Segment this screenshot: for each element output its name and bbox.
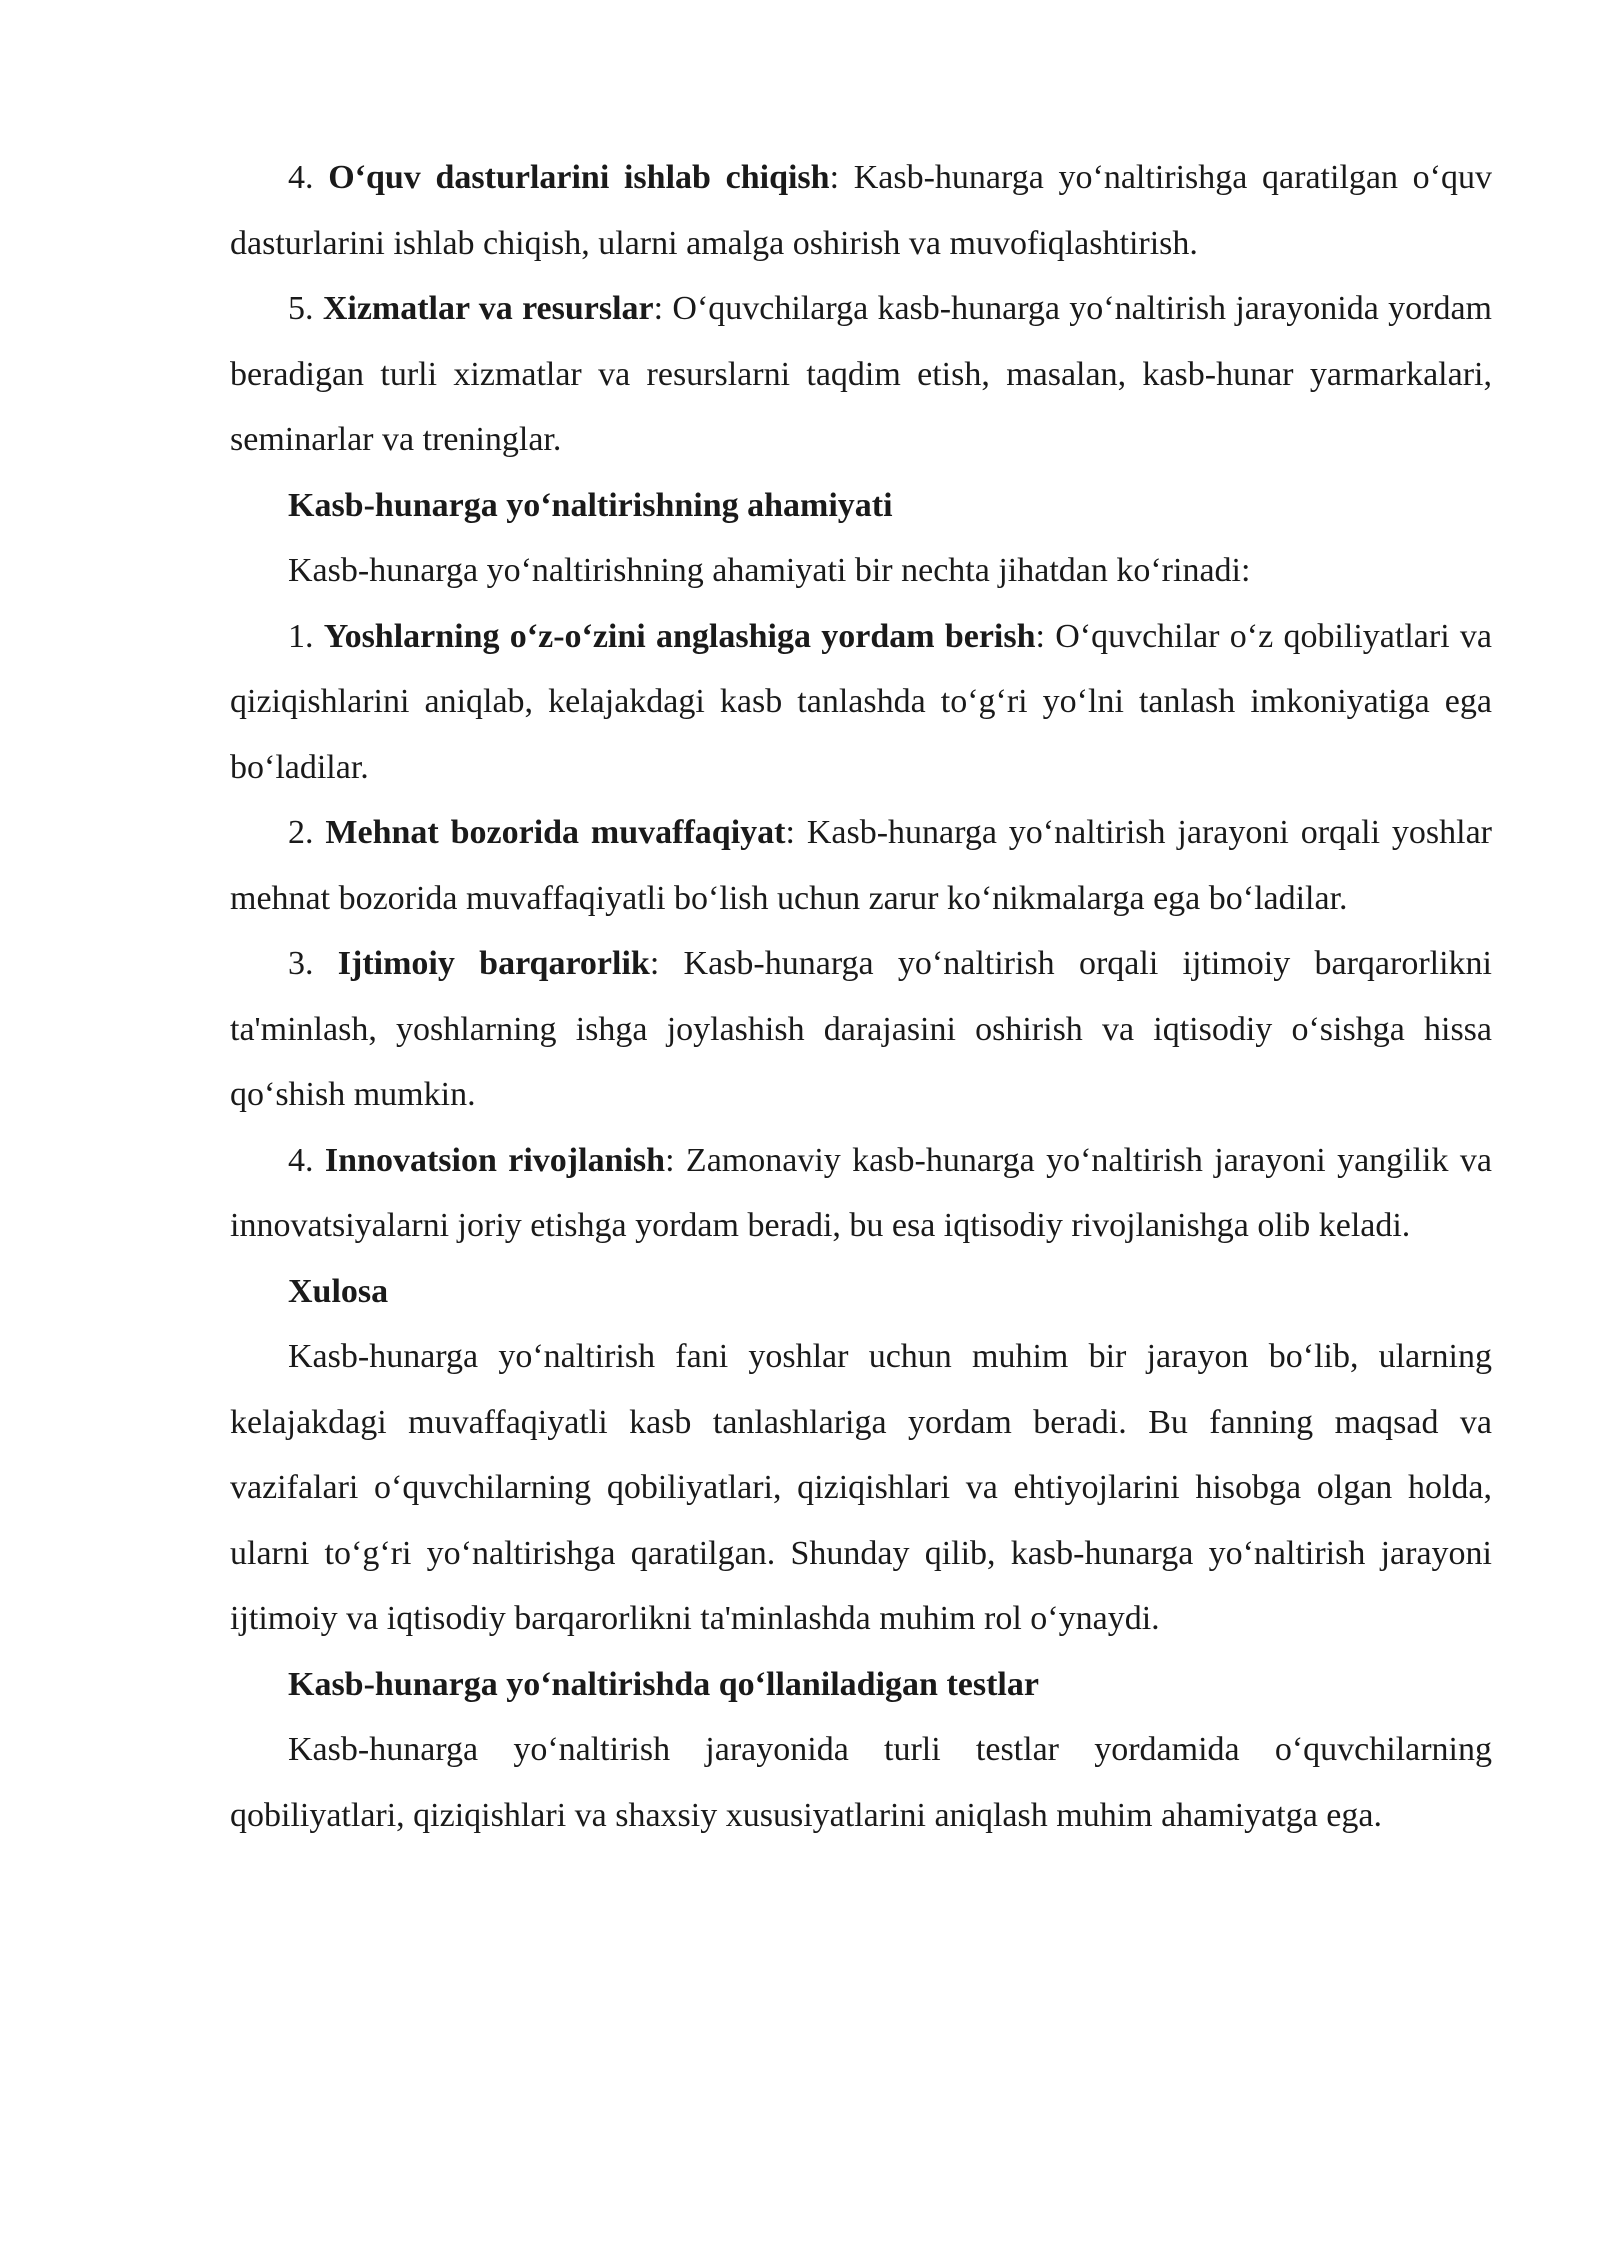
item-term: Mehnat bozorida muvaffaqiyat (325, 814, 786, 851)
item-term: Ijtimoiy barqarorlik (337, 945, 650, 982)
section-heading: Kasb-hunarga yo‘naltirishda qo‘llaniladigan testlar (288, 1665, 1039, 1703)
item-term: O‘quv dasturlarini ishlab chiqish (328, 159, 830, 196)
paragraph: Kasb-hunarga yo‘naltirish fani yoshlar uchun muhim bir jarayon bo‘lib, ularning kelajakdagi muvaffaqiyatli kasb tanlashlariga yordam beradi. Bu fanning maqsad va vazifalari o‘quvchilarning qobiliyatlari, qiziqishlari va ehtiyojlarini hisobga olgan holda, ularni to‘g‘ri yo‘naltirishga qaratilgan. Shunday qilib, kasb-hunarga yo‘naltirish jarayoni ijtimoiy va iqtisodiy barqarorlikni ta'minlashda muhim rol o‘ynaydi. (230, 1338, 1492, 1637)
list-item (230, 145, 1492, 276)
section-heading: Kasb-hunarga yo‘naltirishning ahamiyati (288, 486, 893, 524)
list-item (230, 931, 1492, 1128)
item-text: : Zamonaviy kasb-hunarga yo‘naltirish jarayoni yangilik va innovatsiyalarni joriy etishga yordam beradi, bu esa iqtisodiy rivojlanishga olib keladi. (230, 1141, 1492, 1244)
list-item (230, 604, 1492, 801)
item-number: 3. (288, 945, 314, 982)
item-term: Xizmatlar va resurslar (322, 290, 654, 327)
item-text: : Kasb-hunarga yo‘naltirish jarayoni orqali yoshlar mehnat bozorida muvaffaqiyatli bo‘lish uchun zarur ko‘nikmalarga ega bo‘ladilar. (230, 814, 1492, 917)
list-item (230, 1128, 1492, 1259)
item-term: Yoshlarning o‘z-o‘zini anglashiga yordam berish (323, 617, 1036, 655)
item-number: 4. (288, 1141, 314, 1179)
paragraph: Kasb-hunarga yo‘naltirish jarayonida turli testlar yordamida o‘quvchilarning qobiliyatlari, qiziqishlari va shaxsiy xususiyatlarini aniqlash muhim ahamiyatga ega. (230, 1731, 1492, 1834)
document-page (230, 145, 1492, 1848)
item-text: : Kasb-hunarga yo‘naltirish orqali ijtimoiy barqarorlikni ta'minlash, yoshlarning ishga joylashish darajasini oshirish va iqtisodiy o‘sishga hissa qo‘shish mumkin. (230, 945, 1492, 1113)
list-item (230, 276, 1492, 473)
list-item (230, 800, 1492, 931)
item-number: 4. (288, 159, 314, 196)
item-term: Innovatsion rivojlanish (324, 1141, 666, 1179)
item-number: 5. (288, 290, 314, 327)
item-number: 2. (288, 814, 314, 851)
item-number: 1. (288, 617, 314, 655)
paragraph: Kasb-hunarga yo‘naltirishning ahamiyati bir nechta jihatdan ko‘rinadi: (288, 552, 1251, 589)
item-text: : O‘quvchilarga kasb-hunarga yo‘naltirish jarayonida yordam beradigan turli xizmatlar va resurslarni taqdim etish, masalan, kasb-hunar yarmarkalari, seminarlar va treninglar. (230, 290, 1493, 458)
section-heading: Xulosa (288, 1272, 389, 1310)
item-text: : O‘quvchilar o‘z qobiliyatlari va qiziqishlarini aniqlab, kelajakdagi kasb tanlashda to‘g‘ri yo‘lni tanlash imkoniyatiga ega bo‘ladilar. (230, 617, 1493, 786)
item-text: : Kasb-hunarga yo‘naltirishga qaratilgan o‘quv dasturlarini ishlab chiqish, ularni amalga oshirish va muvofiqlashtirish. (230, 159, 1492, 262)
